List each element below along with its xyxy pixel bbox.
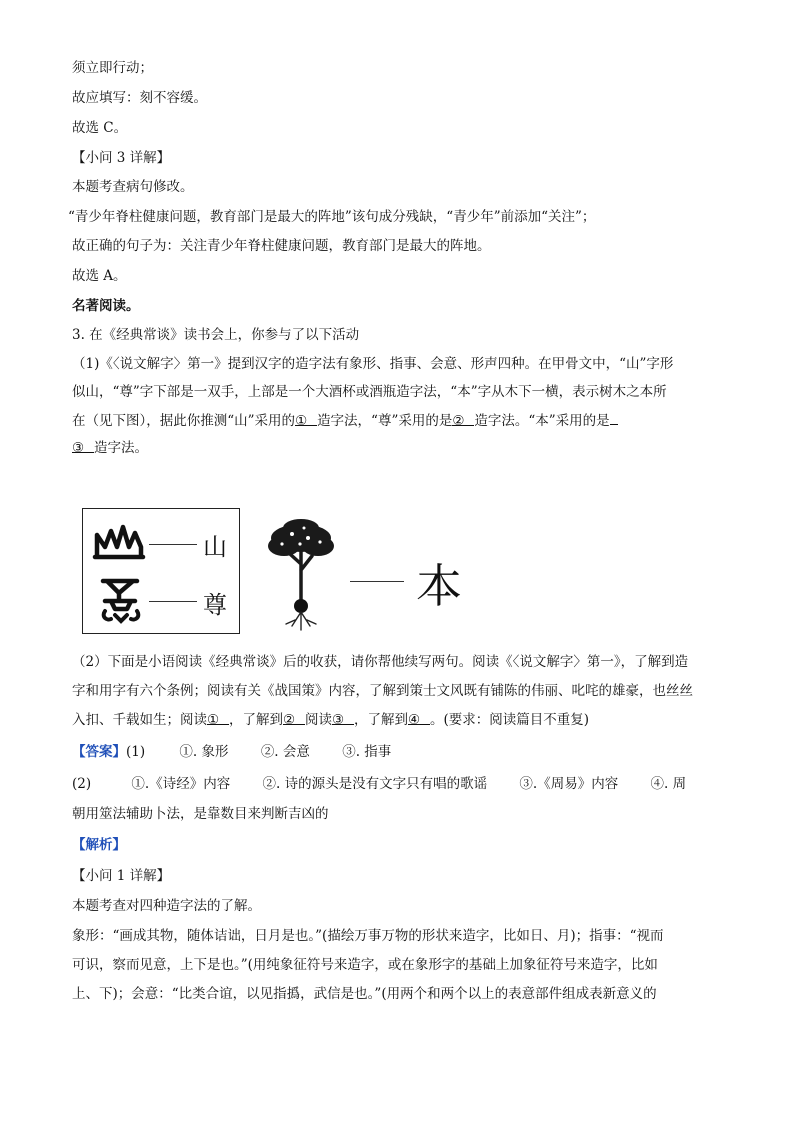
- text-line: （2）下面是小语阅读《经典常谈》后的收获，请你帮他续写两句。阅读《〈说文解字〉第一》，了解到造: [72, 654, 689, 670]
- oracle-shan-glyph: [91, 523, 147, 563]
- char-shan: 山: [203, 533, 227, 561]
- character-evolution-figure: [82, 508, 532, 648]
- answer-option: ③. 指事: [342, 744, 392, 760]
- answer-option: ②. 诗的源头是没有文字只有唱的歌谣: [262, 776, 488, 792]
- answer-option: ①. 象形: [179, 744, 229, 760]
- blank-number: ④: [408, 712, 421, 728]
- blank-number: ①: [207, 712, 220, 728]
- oracle-bone-box: [82, 508, 240, 634]
- text-line: 似山，“尊”字下部是一双手，上部是一个大酒杯或酒瓶造字法，“本”字从木下一横，表示树木之本所: [72, 384, 667, 400]
- text-span: 在（见下图），据此你推测“山”采用的: [72, 413, 296, 429]
- text-span: 造字法。: [94, 440, 148, 456]
- answer-line-2: [72, 774, 686, 794]
- answer-option: ①.《诗经》内容: [131, 776, 231, 792]
- blank-number: ②: [452, 413, 465, 429]
- text-line: 须立即行动；: [72, 60, 153, 76]
- analysis-label: 【解析】: [72, 837, 126, 853]
- text-line: [72, 410, 618, 431]
- answer-blank: [408, 710, 430, 728]
- answer-label: 【答案】: [72, 744, 126, 760]
- char-ben: 本: [416, 559, 462, 613]
- dash-line: [149, 544, 197, 545]
- section-title: 名著阅读。: [72, 298, 140, 314]
- answer-blank: [283, 710, 305, 728]
- text-line: 可识，察而见意，上下是也。”(用纯象征符号来造字，或在象形字的基础上加象征符号来造字，比如: [72, 957, 658, 973]
- question-stem: 3. 在《经典常谈》读书会上，你参与了以下活动: [72, 327, 360, 343]
- blank-number: ③: [72, 440, 85, 456]
- answer-blank: [295, 411, 317, 429]
- answer-option: ②. 会意: [260, 744, 310, 760]
- text-line: 故选 A。: [72, 268, 127, 284]
- text-span: 阅读: [305, 712, 332, 728]
- text-span: 入扣、千载如生；阅读: [72, 712, 207, 728]
- answer-blank: [610, 410, 618, 425]
- text-span: ，了解到: [229, 712, 283, 728]
- text-line: 朝用筮法辅助卜法，是靠数目来判断吉凶的: [72, 806, 329, 822]
- text-line: （1)《〈说文解字〉第一》提到汉字的造字法有象形、指事、会意、形声四种。在甲骨文中，“山”字形: [72, 356, 674, 372]
- text-line: 本题考查病句修改。: [72, 179, 194, 195]
- blank-number: ②: [283, 712, 296, 728]
- sub-number: (1): [126, 744, 146, 760]
- text-line: 字和用字有六个条例；阅读有关《战国策》内容，了解到策士文风既有铺陈的伟丽、叱咤的雄豪，也丝丝: [72, 683, 693, 699]
- text-line: 故正确的句子为：关注青少年脊柱健康问题，教育部门是最大的阵地。: [72, 238, 491, 254]
- text-line: 上、下)；会意：“比类合谊，以见指撝，武信是也。”(用两个和两个以上的表意部件组成表新意义的: [72, 986, 657, 1002]
- dash-line: [149, 601, 197, 602]
- answer-blank: [452, 411, 474, 429]
- answer-option: ④. 周: [650, 776, 687, 792]
- text-line: 故选 C。: [72, 120, 128, 136]
- text-span: 造字法。“本”采用的是: [474, 413, 610, 429]
- dash-line: [350, 581, 404, 582]
- answer-option: ③.《周易》内容: [519, 776, 619, 792]
- sub-number: (2): [72, 776, 92, 792]
- oracle-zun-glyph: [97, 575, 145, 625]
- text-span: ，了解到: [354, 712, 408, 728]
- text-span: 造字法，“尊”采用的是: [317, 413, 453, 429]
- text-line: [72, 438, 148, 458]
- answer-line-1: [72, 742, 391, 762]
- text-line: 故应填写：刻不容缓。: [72, 90, 207, 106]
- text-line: 本题考查对四种造字法的了解。: [72, 898, 261, 914]
- text-line: [72, 710, 589, 730]
- answer-blank: [72, 438, 94, 456]
- tree-illustration-icon: [262, 516, 340, 634]
- text-line: 象形：“画成其物，随体诘诎，日月是也。”(描绘万事万物的形状来造字，比如日、月)；指事：“视而: [72, 928, 664, 944]
- char-zun: 尊: [203, 591, 227, 619]
- text-span: 。(要求：阅读篇目不重复): [430, 712, 590, 728]
- answer-blank: [207, 710, 229, 728]
- section-heading: 【小问 1 详解】: [72, 868, 171, 884]
- section-heading: 【小问 3 详解】: [72, 150, 171, 166]
- blank-number: ③: [332, 712, 345, 728]
- blank-number: ①: [295, 413, 308, 429]
- answer-blank: [332, 710, 354, 728]
- text-line: “青少年脊柱健康问题，教育部门是最大的阵地”该句成分残缺，“青少年”前添加“关注”；: [68, 209, 596, 225]
